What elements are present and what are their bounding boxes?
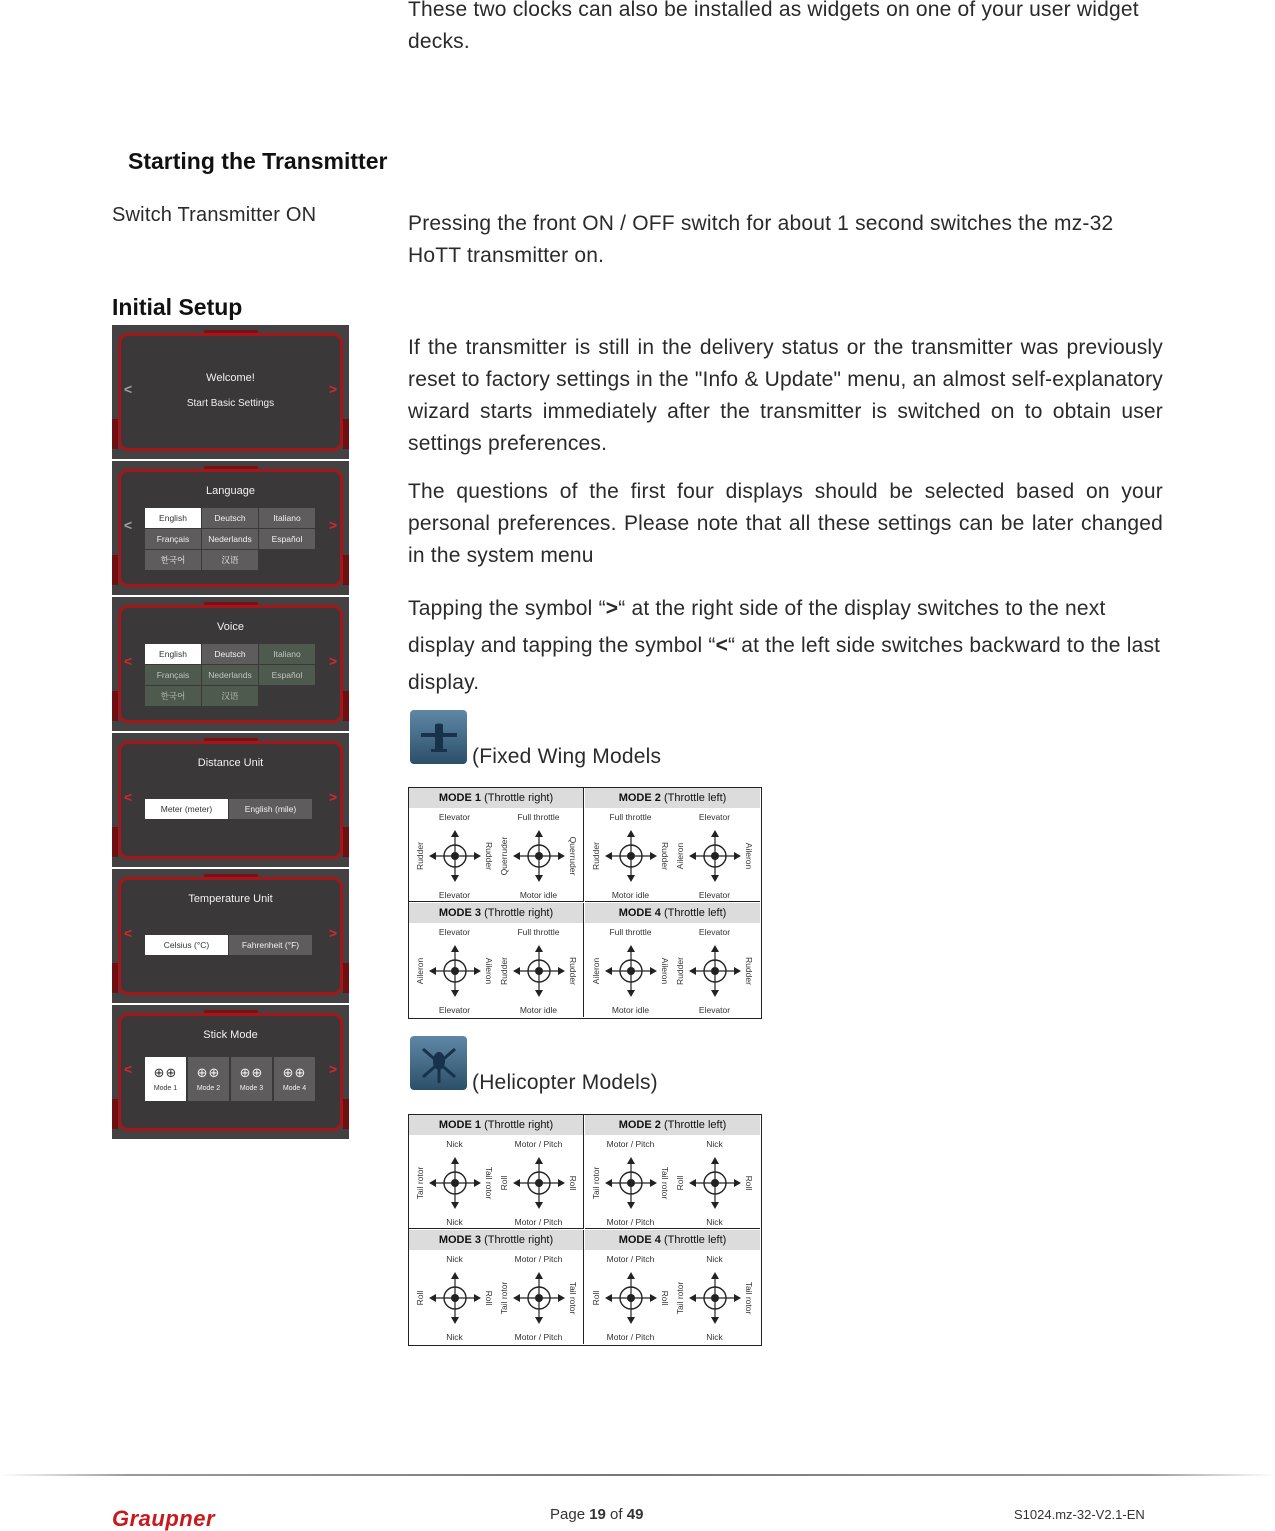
stick-label-top: Elevator: [698, 927, 731, 937]
distance-screen: [112, 733, 349, 867]
stick-cross-icon: [511, 941, 567, 1001]
stick-label-top: Elevator: [438, 812, 471, 822]
language-option[interactable]: Nederlands: [202, 529, 258, 549]
page-number: Page 19 of 49: [550, 1506, 644, 1523]
stick-icon: ⊕⊕: [282, 1065, 307, 1080]
stick-label-left: Tail rotor: [675, 1281, 685, 1315]
setup-para-2: The questions of the first four displays should be selected based on your personal preferences. Please note that all these settings can be later changed in the system menu: [408, 480, 1163, 567]
stick-label-bottom: Elevator: [698, 1005, 731, 1015]
setup-para-1: If the transmitter is still in the delivery status or the transmitter was previously reset to factory settings in the "Info & Update" menu, an almost self-explanatory wizard starts immediately after the transmitter is switched on to obtain user settings preferences.: [408, 336, 1163, 455]
stick-icon: ⊕⊕: [153, 1065, 178, 1080]
next-icon[interactable]: >: [328, 381, 337, 397]
helicopter-stick-left: [589, 1137, 672, 1229]
language-option[interactable]: Deutsch: [202, 508, 258, 528]
distance-option[interactable]: English (mile): [229, 799, 312, 819]
stick-label-bottom: Motor / Pitch: [606, 1332, 655, 1342]
fixed-wing-stick-left: [589, 810, 672, 902]
temperature-option[interactable]: Celsius (°C): [145, 935, 228, 955]
mode-quadrant: [409, 788, 584, 902]
stick-label-right: Rudder: [568, 957, 578, 985]
fixed-wing-stick-right: [497, 925, 580, 1017]
stick-label-top: Nick: [706, 1254, 723, 1264]
voice-option[interactable]: 한국어: [145, 686, 201, 706]
stick-label-left: Rudder: [675, 957, 685, 985]
stick-label-top: Full throttle: [609, 812, 652, 822]
stick-cross-icon: [511, 826, 567, 886]
prev-icon[interactable]: <: [124, 925, 133, 941]
stick-label-right: Tail rotor: [568, 1281, 578, 1315]
voice-option[interactable]: Français: [145, 665, 201, 685]
stickmode-option[interactable]: ⊕⊕ Mode 4: [274, 1057, 315, 1101]
temperature-option[interactable]: Fahrenheit (°F): [229, 935, 312, 955]
stick-label-bottom: Motor / Pitch: [514, 1217, 563, 1227]
voice-screen: [112, 597, 349, 731]
prev-icon[interactable]: <: [124, 653, 133, 669]
helicopter-icon: [410, 1036, 467, 1090]
stick-label-left: Querruder: [499, 836, 509, 876]
stick-cross-icon: [687, 826, 743, 886]
stick-label-bottom: Motor idle: [611, 890, 650, 900]
next-icon[interactable]: >: [328, 789, 337, 805]
stick-cross-icon: [687, 941, 743, 1001]
stick-label-top: Nick: [446, 1254, 463, 1264]
stickmode-option[interactable]: ⊕⊕ Mode 2: [188, 1057, 229, 1101]
fixed-wing-stick-right: [673, 925, 756, 1017]
airplane-icon: [410, 710, 467, 764]
stickmode-title: Stick Mode: [203, 1029, 258, 1041]
voice-option[interactable]: 汉语: [202, 686, 258, 706]
next-symbol: >: [605, 597, 619, 620]
switch-on-text: Pressing the front ON / OFF switch for about 1 second switches the mz-32 HoTT transmitter on.: [408, 212, 1114, 267]
stick-label-left: Rudder: [499, 957, 509, 985]
stick-label-top: Motor / Pitch: [606, 1254, 655, 1264]
stick-label-right: Aileron: [744, 842, 754, 870]
temperature-title: Temperature Unit: [188, 893, 273, 905]
stick-label-left: Tail rotor: [499, 1281, 509, 1315]
language-title: Language: [206, 485, 255, 497]
stick-cross-icon: [603, 1268, 659, 1328]
stick-label-top: Nick: [446, 1139, 463, 1149]
stick-cross-icon: [427, 826, 483, 886]
stick-label-bottom: Motor / Pitch: [514, 1332, 563, 1342]
prev-icon[interactable]: <: [124, 517, 133, 533]
stick-label-left: Aileron: [675, 842, 685, 870]
language-option[interactable]: Français: [145, 529, 201, 549]
stick-label-top: Full throttle: [517, 927, 560, 937]
stick-icon: ⊕⊕: [239, 1065, 264, 1080]
document-id: S1024.mz-32-V2.1-EN: [1014, 1507, 1145, 1522]
stick-label-left: Roll: [499, 1175, 509, 1191]
mode-header: MODE 1 (Throttle right): [409, 788, 583, 808]
stick-cross-icon: [687, 1153, 743, 1213]
mode-header: MODE 3 (Throttle right): [409, 903, 583, 923]
voice-option[interactable]: Español: [259, 665, 315, 685]
mode-quadrant: [409, 1115, 584, 1229]
stick-label-bottom: Elevator: [438, 890, 471, 900]
start-basic-settings[interactable]: Start Basic Settings: [186, 398, 275, 409]
helicopter-stick-right: [673, 1252, 756, 1344]
stick-label-left: Rudder: [415, 842, 425, 870]
mode-header: MODE 3 (Throttle right): [409, 1230, 583, 1250]
mode-header: MODE 2 (Throttle left): [585, 788, 760, 808]
language-option[interactable]: 한국어: [145, 550, 201, 570]
stick-label-right: Roll: [568, 1175, 578, 1191]
fixed-wing-caption: (Fixed Wing Models: [472, 745, 662, 768]
helicopter-stick-right: [497, 1252, 580, 1344]
fixed-wing-stick-left: [589, 925, 672, 1017]
stick-label-top: Motor / Pitch: [514, 1139, 563, 1149]
stickmode-option[interactable]: ⊕⊕ Mode 1: [145, 1057, 186, 1101]
next-icon[interactable]: >: [328, 1061, 337, 1077]
fixed-wing-stick-right: [673, 810, 756, 902]
stick-label-top: Elevator: [698, 812, 731, 822]
stick-cross-icon: [603, 826, 659, 886]
stick-cross-icon: [687, 1268, 743, 1328]
language-option[interactable]: Italiano: [259, 508, 315, 528]
setup-screens: [112, 325, 349, 1141]
stick-label-left: Roll: [415, 1290, 425, 1306]
welcome-title: Welcome!: [206, 372, 255, 384]
stick-label-top: Nick: [706, 1139, 723, 1149]
stickmode-screen: [112, 1005, 349, 1139]
mode-header: MODE 4 (Throttle left): [585, 1230, 760, 1250]
temperature-screen: [112, 869, 349, 1003]
next-icon[interactable]: >: [328, 925, 337, 941]
language-option[interactable]: Español: [259, 529, 315, 549]
stick-cross-icon: [427, 1268, 483, 1328]
stick-label-left: Rudder: [591, 842, 601, 870]
footer-divider: [0, 1474, 1275, 1476]
mode-quadrant: [585, 903, 760, 1017]
stick-label-top: Motor / Pitch: [606, 1139, 655, 1149]
stick-label-right: Rudder: [484, 842, 494, 870]
mode-quadrant: [585, 788, 760, 902]
welcome-screen: [112, 325, 349, 459]
switch-on-label: Switch Transmitter ON: [112, 204, 317, 226]
helicopter-stick-left: [589, 1252, 672, 1344]
helicopter-stick-left: [413, 1137, 496, 1229]
stick-label-left: Aileron: [591, 957, 601, 985]
stick-label-right: Tail rotor: [660, 1166, 670, 1200]
stick-label-bottom: Nick: [706, 1332, 723, 1342]
intro-text: These two clocks can also be installed as widgets on one of your user widget decks.: [408, 0, 1139, 53]
stick-cross-icon: [603, 941, 659, 1001]
graupner-logo: Graupner: [112, 1506, 216, 1531]
voice-option[interactable]: English: [145, 644, 201, 664]
mode-quadrant: [409, 1230, 584, 1344]
mode-header: MODE 1 (Throttle right): [409, 1115, 583, 1135]
stick-cross-icon: [427, 941, 483, 1001]
helicopter-caption: (Helicopter Models): [472, 1071, 658, 1094]
distance-title: Distance Unit: [197, 757, 264, 769]
prev-symbol: <: [715, 634, 729, 657]
section-title: Starting the Transmitter: [128, 148, 388, 174]
setup-para-3: Tapping the symbol “>“ at the right side of the display switches to the next display and tapping the symbol “<“ at the left side switches backward to the last display.: [408, 597, 1161, 694]
stick-label-right: Roll: [744, 1175, 754, 1191]
stick-label-left: Tail rotor: [415, 1166, 425, 1200]
prev-icon[interactable]: <: [124, 381, 133, 397]
stick-label-top: Motor / Pitch: [514, 1254, 563, 1264]
fixed-wing-stick-left: [413, 810, 496, 902]
stick-label-bottom: Elevator: [698, 890, 731, 900]
language-screen: [112, 461, 349, 595]
stick-label-bottom: Motor idle: [611, 1005, 650, 1015]
stick-label-right: Aileron: [484, 957, 494, 985]
stick-label-left: Roll: [591, 1290, 601, 1306]
stick-label-right: Querruder: [568, 836, 578, 876]
next-icon[interactable]: >: [328, 653, 337, 669]
voice-title: Voice: [217, 621, 244, 633]
prev-icon[interactable]: <: [124, 789, 133, 805]
helicopter-mode-table: [408, 1114, 762, 1346]
mode-header: MODE 2 (Throttle left): [585, 1115, 760, 1135]
stick-cross-icon: [603, 1153, 659, 1213]
stick-label-bottom: Nick: [706, 1217, 723, 1227]
stick-label-right: Tail rotor: [744, 1281, 754, 1315]
voice-option[interactable]: Deutsch: [202, 644, 258, 664]
language-option[interactable]: English: [145, 508, 201, 528]
stick-label-bottom: Nick: [446, 1332, 463, 1342]
stick-cross-icon: [511, 1153, 567, 1213]
stick-label-right: Rudder: [744, 957, 754, 985]
helicopter-stick-right: [497, 1137, 580, 1229]
voice-option[interactable]: Italiano: [259, 644, 315, 664]
stick-label-bottom: Motor idle: [519, 1005, 558, 1015]
stick-cross-icon: [427, 1153, 483, 1213]
stick-label-right: Tail rotor: [484, 1166, 494, 1200]
fixed-wing-stick-right: [497, 810, 580, 902]
stick-label-top: Full throttle: [609, 927, 652, 937]
mode-quadrant: [585, 1115, 760, 1229]
helicopter-stick-left: [413, 1252, 496, 1344]
mode-header: MODE 4 (Throttle left): [585, 903, 760, 923]
stick-label-bottom: Elevator: [438, 1005, 471, 1015]
stickmode-option[interactable]: ⊕⊕ Mode 3: [231, 1057, 272, 1101]
helicopter-stick-right: [673, 1137, 756, 1229]
stick-label-left: Aileron: [415, 957, 425, 985]
initial-setup-heading: Initial Setup: [112, 294, 243, 320]
stick-label-left: Roll: [675, 1175, 685, 1191]
mode-quadrant: [409, 903, 584, 1017]
stick-icon: ⊕⊕: [196, 1065, 221, 1080]
stick-label-bottom: Motor idle: [519, 890, 558, 900]
prev-icon[interactable]: <: [124, 1061, 133, 1077]
next-icon[interactable]: >: [328, 517, 337, 533]
distance-option[interactable]: Meter (meter): [145, 799, 228, 819]
voice-option[interactable]: Nederlands: [202, 665, 258, 685]
stick-cross-icon: [511, 1268, 567, 1328]
stick-label-top: Full throttle: [517, 812, 560, 822]
stick-label-right: Aileron: [660, 957, 670, 985]
stick-label-right: Rudder: [660, 842, 670, 870]
stick-label-right: Roll: [484, 1290, 494, 1306]
stick-label-left: Tail rotor: [591, 1166, 601, 1200]
stick-label-right: Roll: [660, 1290, 670, 1306]
fixed-wing-mode-table: [408, 787, 762, 1019]
mode-quadrant: [585, 1230, 760, 1344]
stick-label-bottom: Motor / Pitch: [606, 1217, 655, 1227]
language-option[interactable]: 汉语: [202, 550, 258, 570]
fixed-wing-stick-left: [413, 925, 496, 1017]
stick-label-top: Elevator: [438, 927, 471, 937]
stick-label-bottom: Nick: [446, 1217, 463, 1227]
